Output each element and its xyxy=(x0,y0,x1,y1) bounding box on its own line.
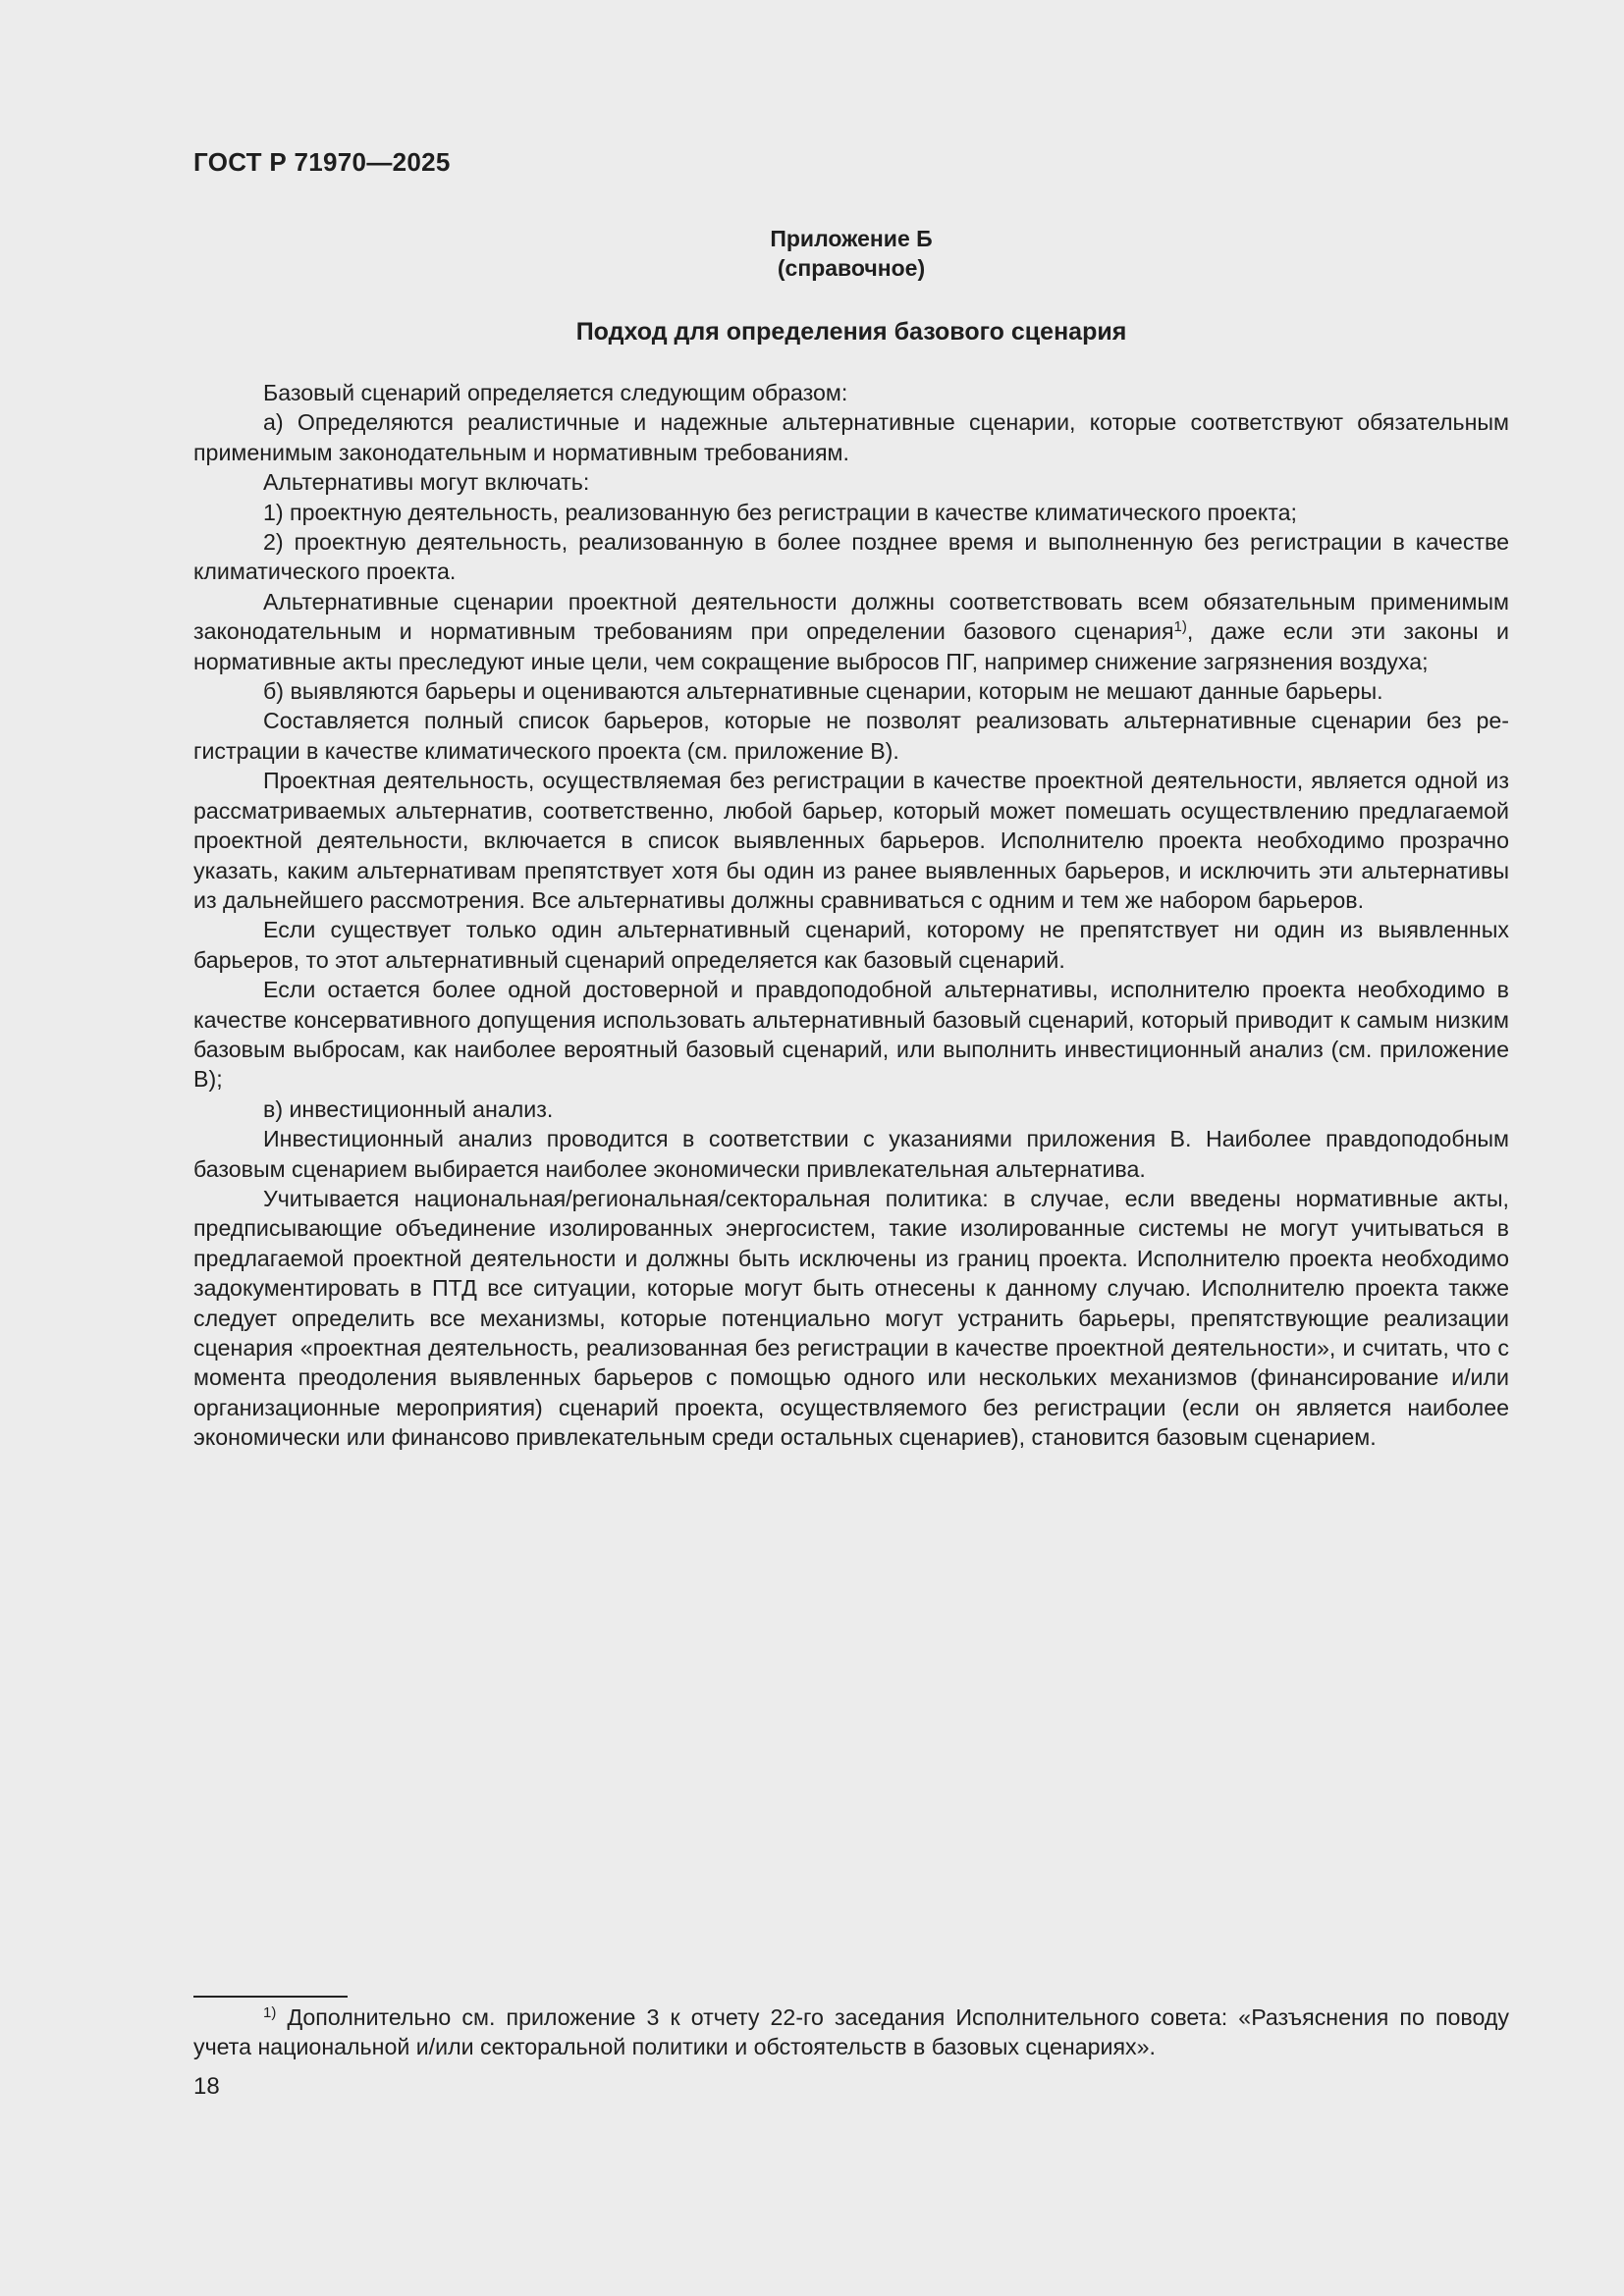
paragraph-text: , даже если эти законы и нормативные акты преследуют иные цели, чем сокращение выбросов ПГ, например снижение загрязнения воздуха; xyxy=(193,618,1509,674)
paragraph: Альтернативы могут включать: xyxy=(263,469,590,496)
appendix-title: Приложение Б xyxy=(770,226,933,251)
page-number: 18 xyxy=(193,2073,220,2100)
paragraph-with-footnote-ref xyxy=(193,587,1509,676)
list-item: 1) проектную деятельность, реализованную без регистрации в качестве климатического проекта; xyxy=(263,499,1297,525)
document-header: ГОСТ Р 71970—2025 xyxy=(193,147,451,177)
footnote xyxy=(193,2002,1509,2062)
paragraph: Если остается более одной достоверной и правдоподобной альтернативы, исполнителю проекта необходимо в качестве консервативного допущения использовать альтернативный базовый сценарий, который приводит к самым низким базовым выбросам, как наиболее вероятный базовый сценарий, или выполнить инвестиционный анализ (см. приложение В); xyxy=(193,977,1509,1093)
paragraph: Проектная деятельность, осуществляемая без регистрации в качестве проектной деятельности, является одной из рассматриваемых альтернатив, соответственно, любой барьер, который может помешать осуществлению предлагаемой проектной деятельности, включается в список выявленных барьеров. Исполнителю проекта необходимо прозрачно указать, каким альтернативам препятствует хотя бы один из ранее выявленных барьеров, и исключить эти альтернативы из дальнейшего рассмотрения. Все альтернативы должны сравниваться с одним и тем же набором барьеров. xyxy=(193,768,1509,913)
footnote-body: Дополнительно см. приложение 3 к отчету 22-го заседания Исполнительного совета: «Разъяснения по поводу учета национальной и/или секторальной политики и обстоятельств в базовых сценариях». xyxy=(193,2004,1509,2060)
paragraph: а) Определяются реалистичные и надежные альтернативные сценарии, которые соответствуют обязательным применимым законодательным и нормативным требованиям. xyxy=(193,409,1509,465)
list-item: 2) проектную деятельность, реализованную в более позднее время и выполненную без регистрации в качестве климатического проекта. xyxy=(193,529,1509,585)
paragraph-text: Альтернативные сценарии проектной деятельности должны соответствовать всем обязательным применимым законодательным и нормативным требованиям при определении базового сценария xyxy=(193,588,1509,645)
paragraph: Составляется полный список барьеров, которые не позволят реализовать альтернативные сценарии без регистрации в качестве климатического проекта (см. приложение В). xyxy=(193,708,1509,764)
paragraph: б) выявляются барьеры и оцениваются альтернативные сценарии, которым не мешают данные барьеры. xyxy=(263,678,1383,705)
footnote-reference[interactable]: 1) xyxy=(1173,618,1187,636)
paragraph: Базовый сценарий определяется следующим образом: xyxy=(263,380,848,405)
paragraph: в) инвестиционный анализ. xyxy=(263,1095,554,1122)
paragraph: Инвестиционный анализ проводится в соответствии с указаниями приложения В. Наиболее правдоподобным базовым сценарием выбирается наиболее экономически привлекательная альтернатива. xyxy=(193,1126,1509,1182)
paragraph: Учитывается национальная/региональная/секторальная политика: в случае, если введены нормативные акты, предписывающие объединение изолированных энергосистем, такие изолированные системы не могут учитываться в предлагаемой проектной деятельности и должны быть исключены из границ проекта. Исполнителю проекта необходимо задокументировать в ПТД все ситуации, которые могут быть отнесены к данному случаю. Исполнителю проекта также следует определить все механизмы, которые потенциально могут устранить барьеры, препятствующие реализации сценария «проектная деятельность, реализованная без регистрации в качестве проектной деятельности», и считать, что с момента преодоления выявленных барьеров с помощью одного или нескольких механизмов (финансирование и/или организационные мероприятия) сценарий проекта, осуществляемого без регистрации (если он является наиболее экономически или финансово привлекательным среди остальных сценариев), становится базовым сценарием. xyxy=(193,1185,1509,1451)
footnote-divider xyxy=(193,1996,348,1998)
document-body xyxy=(193,378,1509,1453)
section-title: Подход для определения базового сценария xyxy=(575,318,1127,346)
appendix-subtitle: (справочное) xyxy=(777,255,926,281)
appendix-heading xyxy=(193,224,1509,283)
footnote-text xyxy=(193,2002,1509,2062)
paragraph: Если существует только один альтернативный сценарий, которому не препятствует ни один из выявленных барьеров, то этот альтернативный сценарий определяется как базовый сценарий. xyxy=(193,917,1509,973)
footnote-marker: 1) xyxy=(263,2004,277,2021)
